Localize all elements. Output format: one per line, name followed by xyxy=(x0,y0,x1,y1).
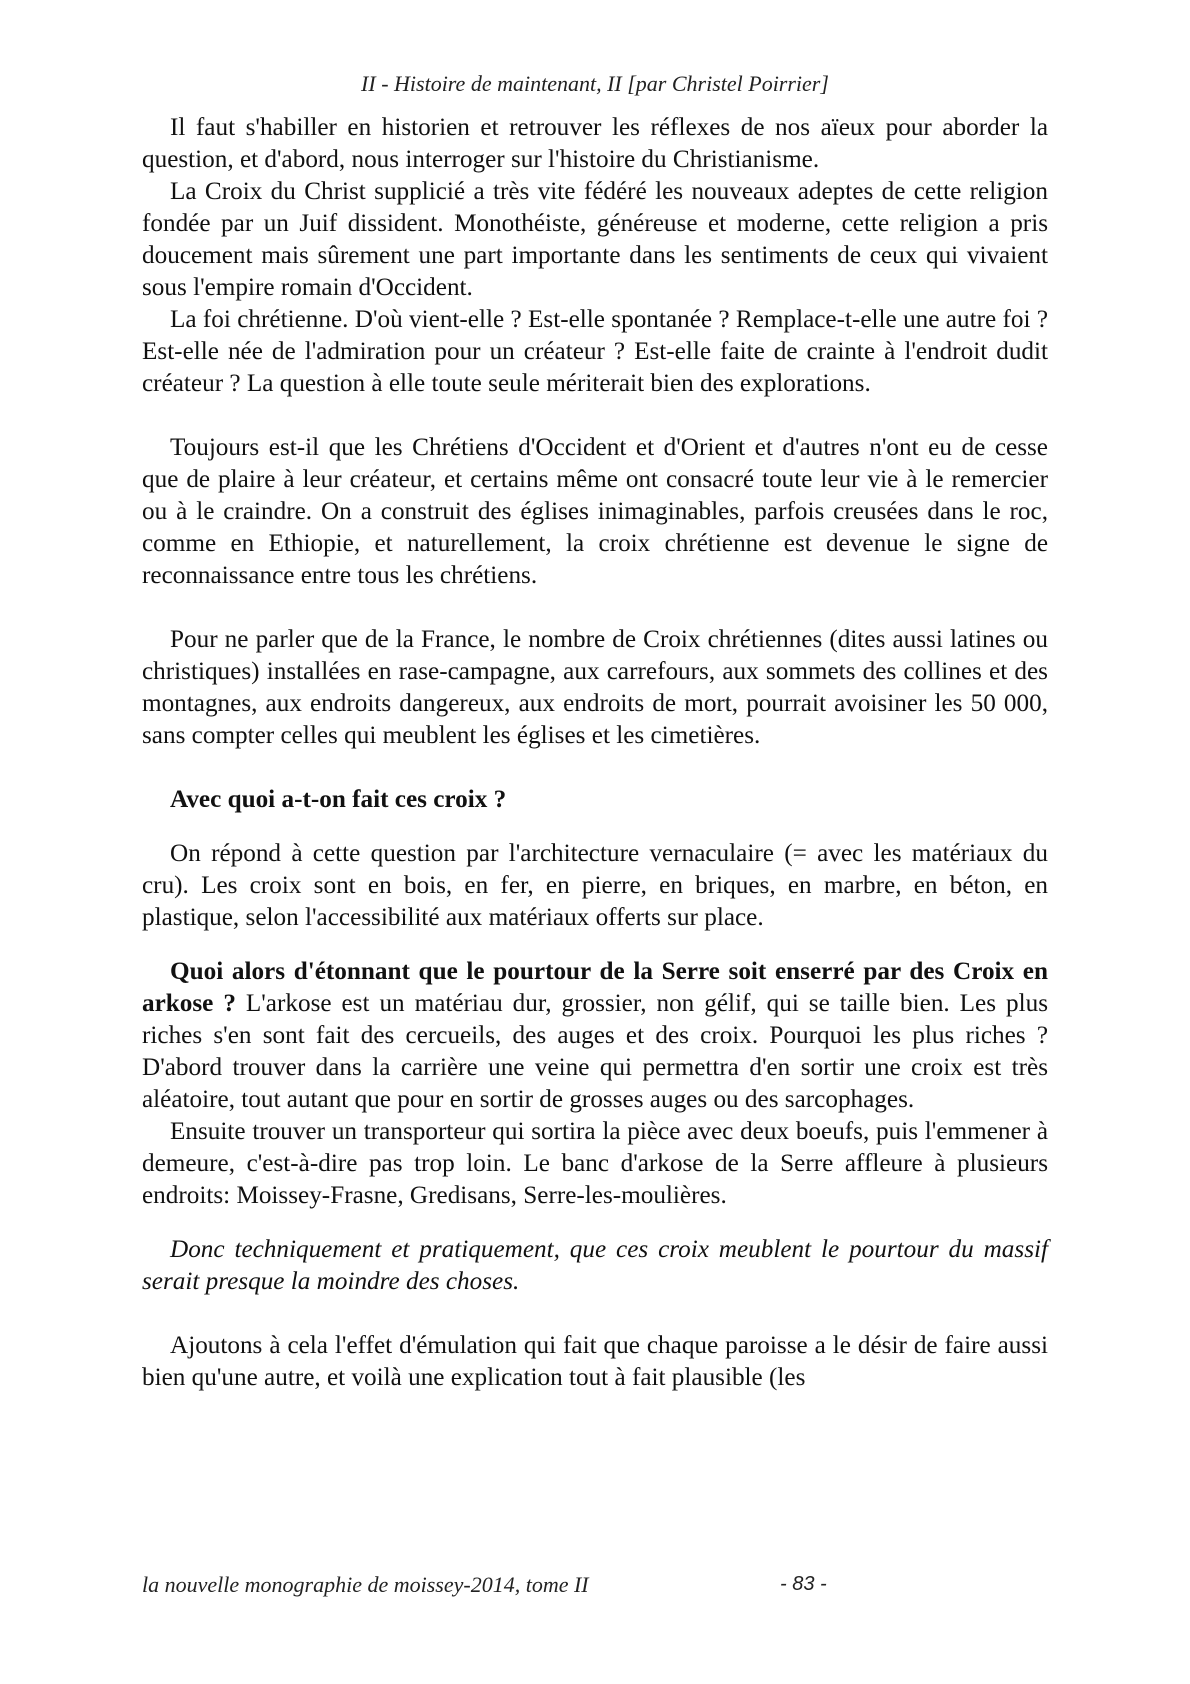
spacer xyxy=(142,934,1048,956)
paragraph-3: La foi chrétienne. D'où vient-elle ? Est-elle spontanée ? Remplace-t-elle une autre foi ? Est-elle née de l'admiration pour un créateur ? Est-elle faite de crainte à l'endroit dudit créateur ? La question à elle toute seule mériterait bien des explorations. xyxy=(142,306,1048,397)
page-body xyxy=(142,112,1048,1394)
spacer xyxy=(142,816,1048,838)
spacer xyxy=(142,400,1048,432)
paragraph-7-text: L'arkose est un matériau dur, grossier, non gélif, qui se taille bien. Les plus riches s'en sont fait des cercueils, des auges et des croix. Pourquoi les plus riches ? D'abord trouver dans la carrière une veine qui permettra d'en sortir une croix est très aléatoire, tout autant que pour en sortir de grosses auges ou des sarcophages. xyxy=(142,990,1048,1113)
spacer xyxy=(142,1298,1048,1330)
paragraph-7 xyxy=(142,956,1048,1116)
paragraph-10: Ajoutons à cela l'effet d'émulation qui fait que chaque paroisse a le désir de faire aussi bien qu'une autre, et voilà une explication tout à fait plausible (les xyxy=(142,1332,1048,1391)
paragraph-9-italic: Donc techniquement et pratiquement, que ces croix meublent le pourtour du massif serait presque la moindre des choses. xyxy=(142,1236,1048,1295)
spacer xyxy=(142,1212,1048,1234)
paragraph-8: Ensuite trouver un transporteur qui sortira la pièce avec deux boeufs, puis l'emmener à demeure, c'est-à-dire pas trop loin. Le banc d'arkose de la Serre affleure à plusieurs endroits: Moissey-Frasne, Gredisans, Serre-les-moulières. xyxy=(142,1118,1048,1209)
page-number: - 83 - xyxy=(780,1573,827,1595)
paragraph-1: Il faut s'habiller en historien et retrouver les réflexes de nos aïeux pour aborder la question, et d'abord, nous interroger sur l'histoire du Christianisme. xyxy=(142,114,1048,173)
paragraph-6: On répond à cette question par l'architecture vernaculaire (= avec les matériaux du cru). Les croix sont en bois, en fer, en pierre, en briques, en marbre, en béton, en plastique, selon l'accessibilité aux matériaux offerts sur place. xyxy=(142,840,1048,931)
running-header: II - Histoire de maintenant, II [par Christel Poirrier] xyxy=(361,71,829,96)
paragraph-2: La Croix du Christ supplicié a très vite fédéré les nouveaux adeptes de cette religion fondée par un Juif dissident. Monothéiste, généreuse et moderne, cette religion a pris doucement mais sûrement une part importante dans les sentiments de ceux qui vivaient sous l'empire romain d'Occident. xyxy=(142,178,1048,301)
section-heading: Avec quoi a-t-on fait ces croix ? xyxy=(170,786,507,813)
spacer xyxy=(142,592,1048,624)
paragraph-4: Toujours est-il que les Chrétiens d'Occident et d'Orient et d'autres n'ont eu de cesse que de plaire à leur créateur, et certains même ont consacré toute leur vie à le remercier ou à le craindre. On a construit des églises inimaginables, parfois creusées dans le roc, comme en Ethiopie, et naturellement, la croix chrétienne est devenue le signe de reconnaissance entre tous les chrétiens. xyxy=(142,434,1048,589)
paragraph-5: Pour ne parler que de la France, le nombre de Croix chrétiennes (dites aussi latines ou christiques) installées en rase-campagne, aux carrefours, aux sommets des collines et des montagnes, aux endroits dangereux, aux endroits de mort, pourrait avoisiner les 50 000, sans compter celles qui meublent les églises et les cimetières. xyxy=(142,626,1048,749)
spacer xyxy=(142,752,1048,784)
paragraph-7-bold-lead: Quoi alors d'étonnant que le pourtour de la Serre soit enserré par des Croix en arkose ? xyxy=(142,958,1048,1017)
footer-book-title: la nouvelle monographie de moissey-2014, tome II xyxy=(142,1572,589,1597)
